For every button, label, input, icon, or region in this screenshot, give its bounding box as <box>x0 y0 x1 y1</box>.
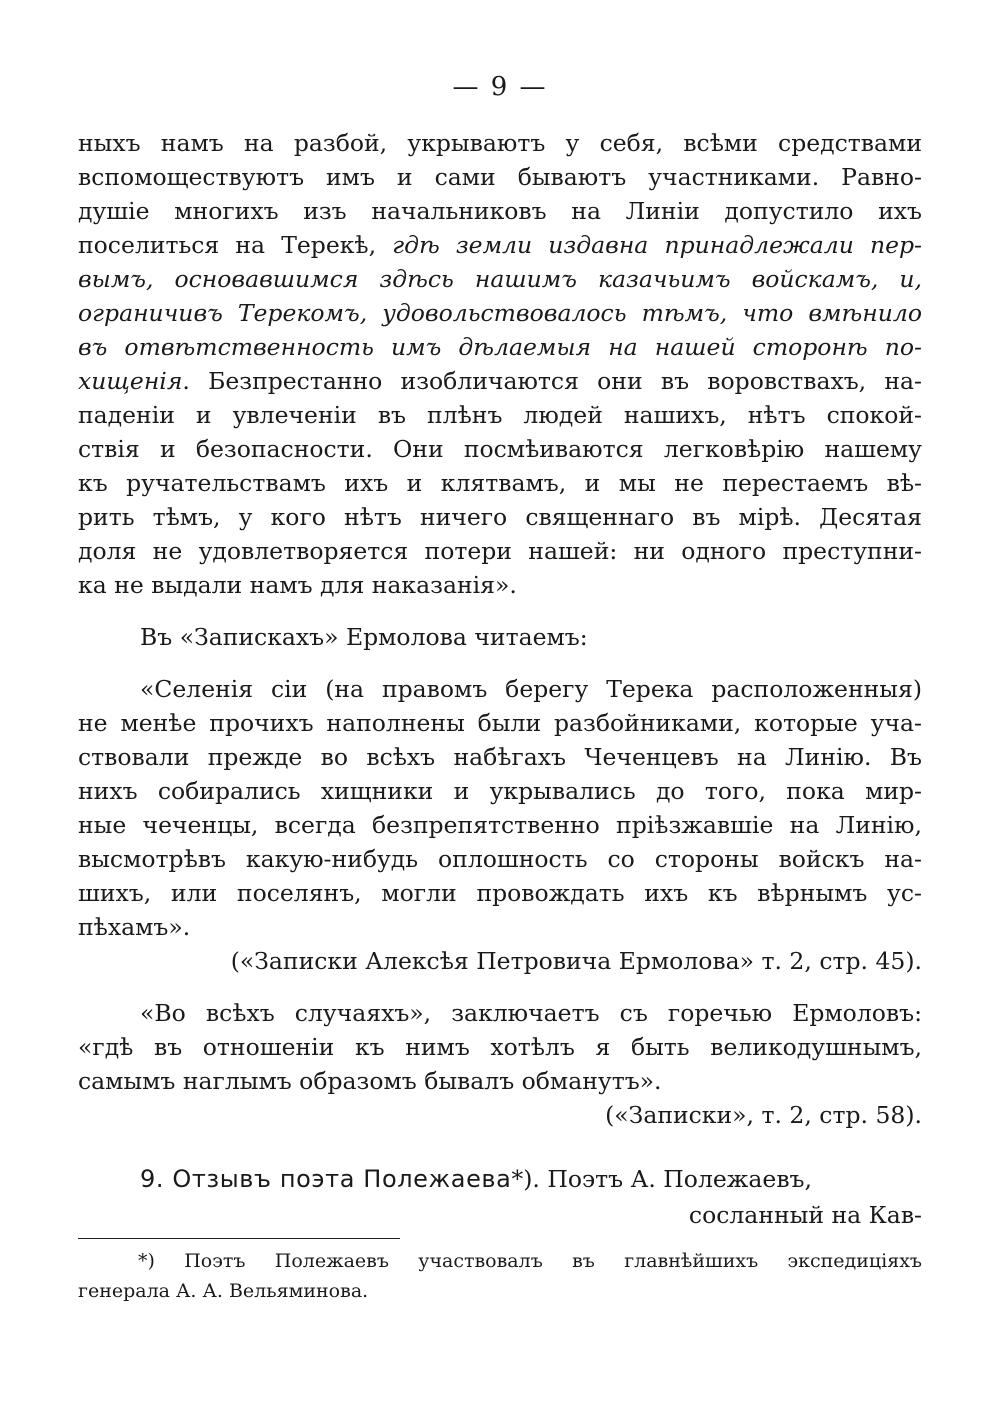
text-line: самымъ наглымъ образомъ бывалъ обманутъ». <box>78 1067 662 1095</box>
citation: («Записки», т. 2, стр. 58). <box>605 1101 922 1129</box>
text-line: «Во всѣхъ случаяхъ», заключаетъ съ горечью Ермоловъ: <box>140 999 922 1027</box>
quote-deceived <box>78 996 922 1132</box>
paragraph-gap <box>78 978 922 996</box>
text-run: . Безпрестанно изобличаются они въ воровствахъ, на- <box>182 367 922 395</box>
italic-run: хищенія <box>78 367 183 395</box>
italic-line: въ отвѣтственность имъ дѣлаемыя на нашей сторонѣ по- <box>78 333 922 361</box>
text-line: душіе многихъ изъ начальниковъ на Линіи допустило ихъ <box>78 197 922 225</box>
section-gap <box>78 1132 922 1160</box>
citation: («Записки Алексѣя Петровича Ермолова» т. 2, стр. 45). <box>230 947 922 975</box>
text-line: не менѣе прочихъ наполнены были разбойниками, которые уча- <box>78 709 922 737</box>
paragraph-ermolov-intro <box>78 620 922 654</box>
section-heading-line <box>78 1160 922 1198</box>
text-line: «Селенія сіи (на правомъ берегу Терека расположенныя) <box>140 675 922 703</box>
section-9 <box>78 1160 922 1232</box>
text-line <box>78 364 922 398</box>
text-run: поселиться на Терекѣ, <box>78 231 393 259</box>
text-line: сосланный на Кав- <box>688 1201 922 1229</box>
italic-run: гдѣ земли издавна принадлежали пер- <box>392 231 922 259</box>
section-heading: 9. Отзывъ поэта Полежаева <box>140 1165 512 1193</box>
text-line: нихъ собирались хищники и укрывались до того, пока мир- <box>78 777 922 805</box>
italic-line: вымъ, основавшимся здѣсь нашимъ казачьимъ войскамъ, и, <box>78 265 922 293</box>
footnote-marker-text: *). Поэтъ А. Полежаевъ, <box>511 1165 812 1193</box>
text-line: «гдѣ въ отношеніи къ нимъ хотѣлъ я быть великодушнымъ, <box>78 1033 922 1061</box>
text-line: ныхъ намъ на разбой, укрываютъ у себя, всѣми средствами <box>78 129 922 157</box>
text-line: Въ «Запискахъ» Ермолова читаемъ: <box>140 623 588 651</box>
footnote-rule <box>78 1238 400 1239</box>
text-line: доля не удовлетворяется потери нашей: ни одного преступни- <box>78 537 922 565</box>
body-text <box>78 126 922 1232</box>
text-line: ка не выдали намъ для наказанія». <box>78 571 517 599</box>
text-line: рить тѣмъ, у кого нѣтъ ничего священнаго въ мірѣ. Десятая <box>78 503 922 531</box>
paragraph-gap <box>78 654 922 672</box>
footnote <box>78 1246 922 1306</box>
text-line: ствія и безопасности. Они посмѣиваются легковѣрію нашему <box>78 435 922 463</box>
text-line: ные чеченцы, всегда безпрепятственно пріѣзжавшіе на Линію, <box>78 811 922 839</box>
text-line: къ ручательствамъ ихъ и клятвамъ, и мы не перестаемъ вѣ- <box>78 469 922 497</box>
text-line: высмотрѣвъ какую-нибудь оплошность со стороны войскъ на- <box>78 845 922 873</box>
paragraph-raid-complaint <box>78 126 922 602</box>
text-line: пѣхамъ». <box>78 913 191 941</box>
text-line: вспомоществуютъ имъ и сами бываютъ участниками. Равно- <box>78 163 922 191</box>
italic-line: ограничивъ Терекомъ, удовольствовалось тѣмъ, что вмѣнило <box>78 299 922 327</box>
text-line: паденіи и увлеченіи въ плѣнъ людей нашихъ, нѣтъ спокой- <box>78 401 922 429</box>
text-line: шихъ, или поселянъ, могли провождать ихъ къ вѣрнымъ ус- <box>78 879 922 907</box>
paragraph-gap <box>78 602 922 620</box>
quote-villages <box>78 672 922 978</box>
footnote-line: генерала А. А. Вельяминова. <box>78 1280 369 1302</box>
text-line <box>78 228 922 262</box>
page-number: — 9 — <box>452 72 548 102</box>
footnote-line: *) Поэтъ Полежаевъ участвовалъ въ главнѣйшихъ экспедиціяхъ <box>138 1250 922 1272</box>
text-line: ствовали прежде во всѣхъ набѣгахъ Чеченцевъ на Линію. Въ <box>78 743 922 771</box>
